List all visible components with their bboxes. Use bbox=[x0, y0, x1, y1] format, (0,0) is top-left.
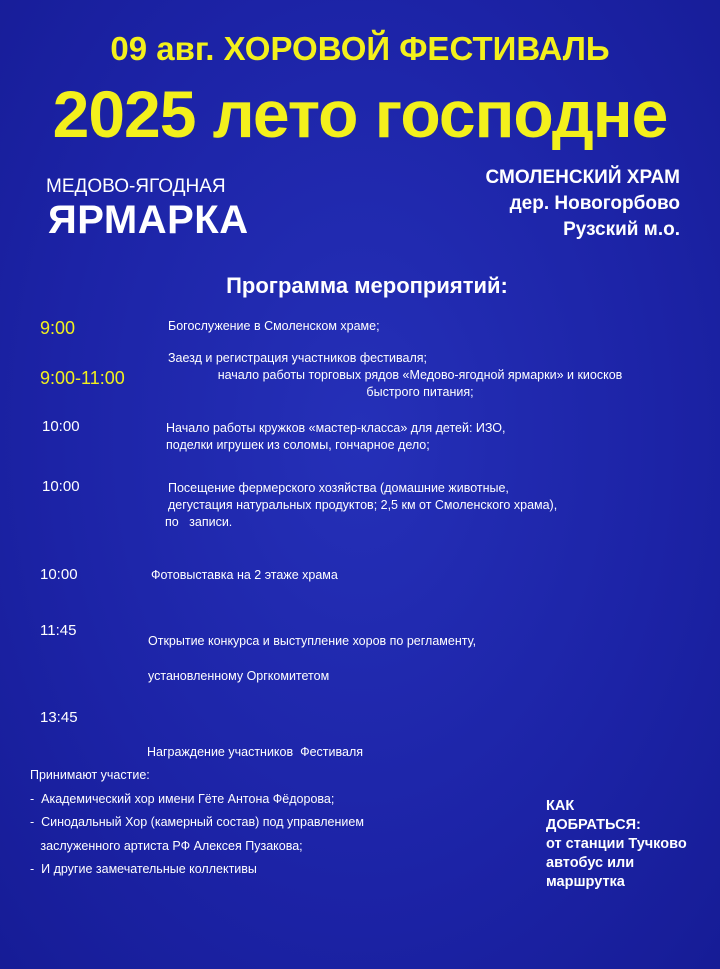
event-time: 10:00 bbox=[42, 418, 80, 435]
event-time: 9:00-11:00 bbox=[40, 368, 125, 388]
event-line: Фотовыставка на 2 этаже храма bbox=[151, 568, 338, 582]
directions-line: от станции Тучково bbox=[546, 836, 687, 852]
event-line: Заезд и регистрация участников фестиваля; bbox=[168, 351, 427, 365]
event-line: установленному Оргкомитетом bbox=[148, 669, 330, 683]
directions-line: автобус или bbox=[546, 855, 635, 871]
event-line: Награждение участников Фестиваля bbox=[147, 745, 364, 759]
participant-item: - Синодальный Хор (камерный состав) под управлением bbox=[30, 815, 364, 829]
directions-line: ДОБРАТЬСЯ: bbox=[546, 817, 641, 833]
event-line: Начало работы кружков «мастер-класса» для детей: ИЗО, bbox=[166, 421, 506, 435]
event-description bbox=[150, 350, 690, 401]
participant-item: - Академический хор имени Гёте Антона Фёдорова; bbox=[30, 791, 335, 806]
event-time: 11:45 bbox=[40, 622, 77, 639]
event-line: начало работы торговых рядов «Медово-ягодной ярмарки» и киосков bbox=[217, 368, 623, 382]
festival-date-heading: 09 авг. ХОРОВОЙ ФЕСТИВАЛЬ bbox=[110, 30, 610, 67]
directions-line: маршрутка bbox=[546, 874, 625, 890]
participant-item: заслуженного артиста РФ Алексея Пузакова; bbox=[30, 838, 303, 853]
fair-subtitle: МЕДОВО-ЯГОДНАЯ bbox=[46, 176, 226, 197]
event-time: 10:00 bbox=[40, 566, 78, 583]
directions-block bbox=[546, 797, 716, 892]
event-line: по записи. bbox=[165, 515, 233, 529]
event-time: 13:45 bbox=[40, 709, 78, 726]
directions-line: КАК bbox=[546, 798, 575, 814]
event-time: 9:00 bbox=[40, 318, 76, 338]
fair-title: ЯРМАРКА bbox=[48, 198, 249, 242]
location-block bbox=[486, 165, 680, 243]
location-district: Рузский м.о. bbox=[563, 219, 680, 240]
event-line: Богослужение в Смоленском храме; bbox=[168, 319, 380, 333]
event-description bbox=[168, 318, 380, 335]
event-line: Посещение фермерского хозяйства (домашние животные, bbox=[168, 481, 509, 495]
event-description bbox=[148, 624, 476, 694]
location-village: дер. Новогорбово bbox=[509, 193, 680, 214]
event-description bbox=[166, 420, 506, 454]
event-line: Открытие конкурса и выступление хоров по регламенту, bbox=[148, 634, 477, 648]
event-line: быстрого питания; bbox=[366, 385, 474, 399]
event-line: поделки игрушек из соломы, гончарное дело; bbox=[166, 438, 430, 452]
event-time: 10:00 bbox=[42, 478, 80, 495]
participants-title: Принимают участие: bbox=[30, 768, 150, 782]
location-temple: СМОЛЕНСКИЙ ХРАМ bbox=[485, 167, 680, 188]
event-description bbox=[165, 480, 557, 531]
event-description bbox=[151, 567, 338, 584]
event-line: дегустация натуральных продуктов; 2,5 км от Смоленского храма), bbox=[168, 498, 558, 512]
program-title: Программа мероприятий: bbox=[226, 273, 508, 298]
participants-block bbox=[30, 764, 490, 882]
participant-item: - И другие замечательные коллективы bbox=[30, 862, 257, 876]
festival-main-title: 2025 лето господне bbox=[52, 77, 668, 151]
